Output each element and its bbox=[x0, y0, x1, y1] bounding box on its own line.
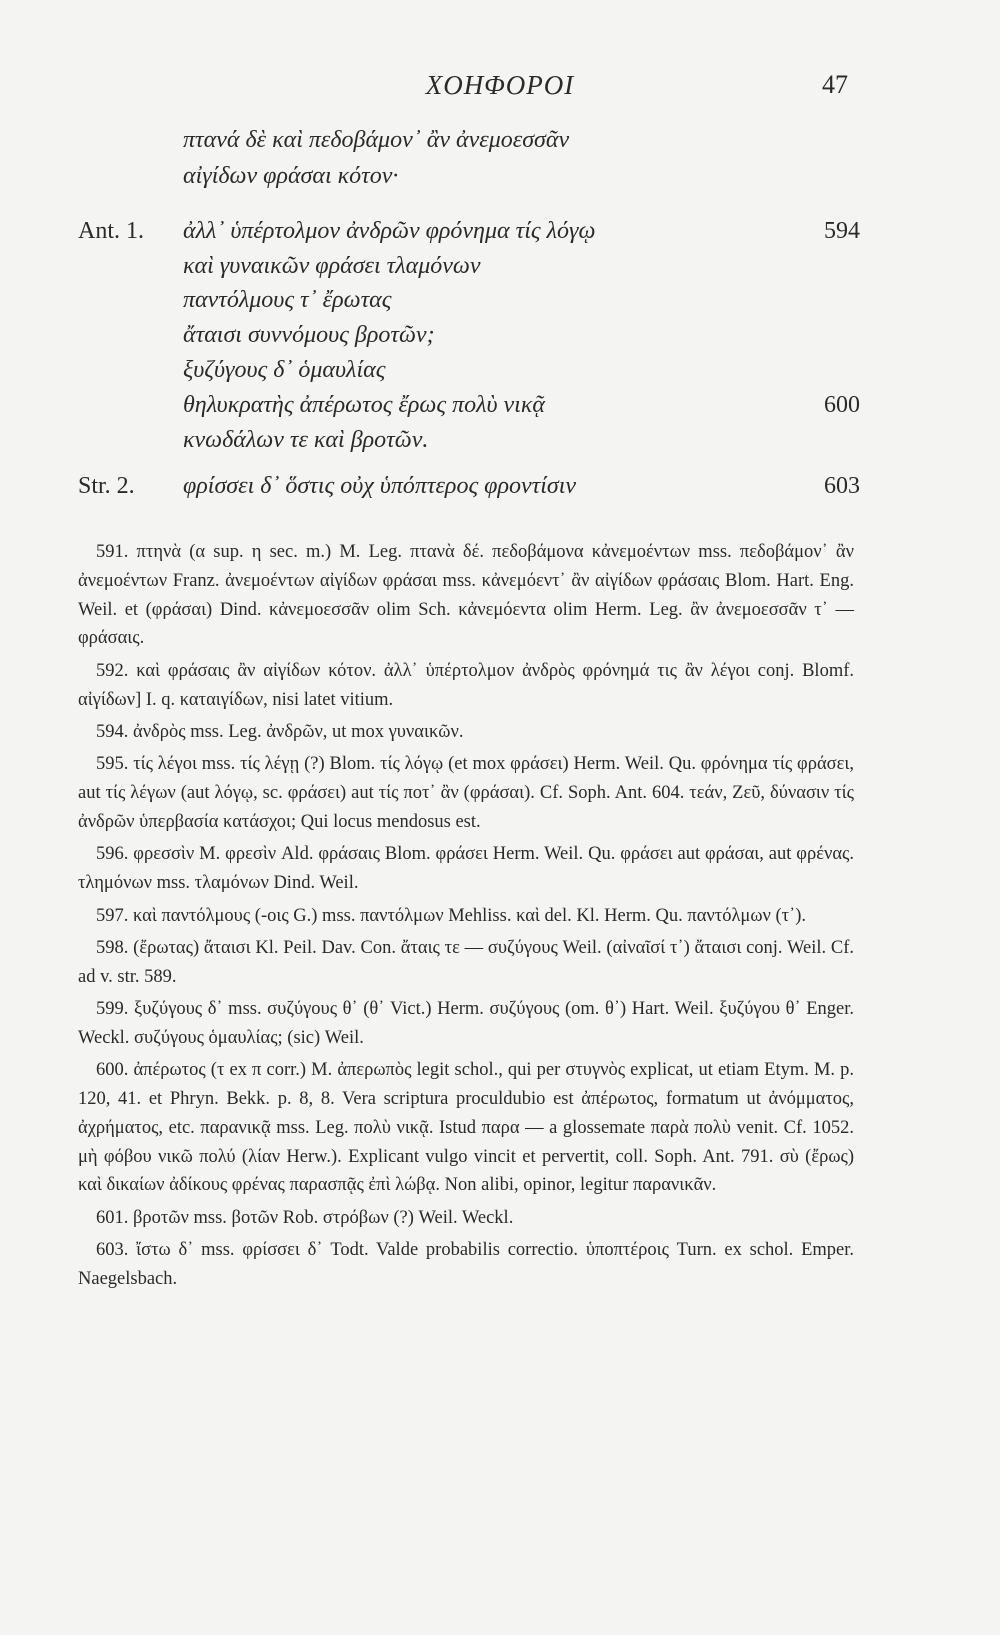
apparatus-note: 603. ἴστω δ᾽ mss. φρίσσει δ᾽ Todt. Valde probabilis correctio. ὑποπτέροις Turn. ex schol. Emper. Naegelsbach. bbox=[78, 1240, 854, 1290]
verse-line bbox=[60, 427, 860, 467]
verse-number: 603 bbox=[824, 473, 860, 499]
page-number: 47 bbox=[822, 70, 848, 99]
apparatus-note: 596. φρεσσὶν M. φρεσὶν Ald. φράσαις Blom. φράσει Herm. Weil. Qu. φράσει aut φράσαι, aut φρένας. τλημόνων mss. τλαμόνων Dind. Weil. bbox=[78, 844, 854, 894]
apparatus-note: 599. ξυζύγους δ᾽ mss. συζύγους θ᾽ (θ᾽ Vict.) Herm. συζύγους (om. θ᾽) Hart. Weil. ξυζύγου θ᾽ Enger. Weckl. συζύγους ὁμαυλίας; (sic) Weil. bbox=[78, 999, 854, 1048]
verse-line bbox=[60, 473, 860, 513]
verse-line bbox=[60, 163, 860, 203]
verse-text: παντόλμους τ᾽ ἔρωτας bbox=[183, 287, 392, 313]
verse-line bbox=[60, 392, 860, 432]
apparatus-note: 598. (ἔρωτας) ἄταισι Kl. Peil. Dav. Con. ἄταις τε — συζύγους Weil. (αἰναῖσί τ᾽) ἄταισι conj. Weil. Cf. ad v. str. 589. bbox=[78, 937, 854, 987]
verse-text: κνωδάλων τε καὶ βροτῶν. bbox=[183, 427, 429, 453]
verse-text: θηλυκρατὴς ἀπέρωτος ἔρως πολὺ νικᾷ bbox=[183, 392, 545, 418]
apparatus-note: 601. βροτῶν mss. βοτῶν Rob. στρόβων (?) Weil. Weckl. bbox=[96, 1207, 514, 1228]
verse-text: αἰγίδων φράσαι κότον· bbox=[183, 163, 399, 189]
verse-text: καὶ γυναικῶν φράσει τλαμόνων bbox=[183, 253, 481, 279]
verse-line bbox=[60, 322, 860, 362]
verse-text: πτανά δὲ καὶ πεδοβάμον᾽ ἂν ἀνεμοεσσᾶν bbox=[183, 127, 570, 153]
verse-number: 594 bbox=[824, 218, 860, 244]
apparatus-note: 592. καὶ φράσαις ἂν αἰγίδων κότον. ἀλλ᾽ ὑπέρτολμον ἀνδρὸς φρόνημά τις ἂν λέγοι conj. Blomf. αἰγίδων] I. q. καταιγίδων, nisi latet vitium. bbox=[78, 660, 854, 710]
verse-line bbox=[60, 287, 860, 327]
apparatus-note: 594. ἀνδρὸς mss. Leg. ἀνδρῶν, ut mox γυναικῶν. bbox=[96, 721, 464, 742]
verse-number: 600 bbox=[824, 392, 860, 418]
verse-label: Ant. 1. bbox=[78, 218, 144, 244]
verse-line bbox=[60, 127, 860, 167]
running-head-title: ΧΟΗΦΟΡΟΙ bbox=[425, 70, 575, 100]
apparatus-note: 600. ἀπέρωτος (τ ex π corr.) M. ἀπερωπὸς legit schol., qui per στυγνὸς explicat, ut etiam Etym. M. p. 120, 41. et Phryn. Bekk. p. 8, 8. Vera scriptura proculdubio est ἀπέρωτος, formatum ut ἀνόμματος, ἀχρήματος, etc. παρανικᾷ mss. Leg. πολὺ νικᾷ. Istud παρα — a glossemate παρὰ πολὺ venit. Cf. 1052. μὴ φόβου νικῶ πολύ (λίαν Herw.). Explicant vulgo vincit et pervertit, coll. Soph. Ant. 791. σὺ (ἔρως) καὶ δικαίων ἀδίκους φρένας παρασπᾷς ἐπὶ λώβᾳ. Non alibi, opinor, legitur παρανικᾶν. bbox=[78, 1060, 854, 1196]
apparatus-note: 591. πτηνὰ (α sup. η sec. m.) M. Leg. πτανὰ δέ. πεδοβάμονα κἀνεμοέντων mss. πεδοβάμον᾽ ἂν ἀνεμοέντων Franz. ἀνεμοέντων αἰγίδων φράσαι mss. κἀνεμόεντ᾽ ἂν αἰγίδων φράσαις Blom. Hart. Eng. Weil. et (φράσαι) Dind. κἀνεμοεσσᾶν olim Sch. κἀνεμόεντα olim Herm. Leg. ἂν ἀνεμοεσσᾶν τ᾽ — φράσαις. bbox=[78, 542, 854, 649]
verse-line bbox=[60, 357, 860, 397]
verse-text: ἀλλ᾽ ὑπέρτολμον ἀνδρῶν φρόνημα τίς λόγῳ bbox=[183, 218, 596, 244]
critical-apparatus bbox=[78, 538, 854, 1297]
verse-line bbox=[60, 218, 860, 258]
apparatus-note: 595. τίς λέγοι mss. τίς λέγῃ (?) Blom. τίς λόγῳ (et mox φράσει) Herm. Weil. Qu. φρόνημα τίς φράσει, aut τίς λέγων (aut λόγῳ, sc. φράσει) aut τίς ποτ᾽ ἂν (φράσαι). Cf. Soph. Ant. 604. τεάν, Ζεῦ, δύνασιν τίς ἀνδρῶν ὑπερβασία κατάσχοι; Qui locus mendosus est. bbox=[78, 754, 854, 832]
verse-label: Str. 2. bbox=[78, 473, 135, 499]
verse-text: ἄταισι συννόμους βροτῶν; bbox=[183, 322, 435, 348]
apparatus-note: 597. καὶ παντόλμους (-οις G.) mss. παντόλμων Mehliss. καὶ del. Kl. Herm. Qu. παντόλμων (τ᾽). bbox=[96, 905, 807, 926]
verse-text: φρίσσει δ᾽ ὅστις οὐχ ὑπόπτερος φροντίσιν bbox=[183, 473, 577, 499]
verse-text: ξυζύγους δ᾽ ὁμαυλίας bbox=[183, 357, 386, 383]
